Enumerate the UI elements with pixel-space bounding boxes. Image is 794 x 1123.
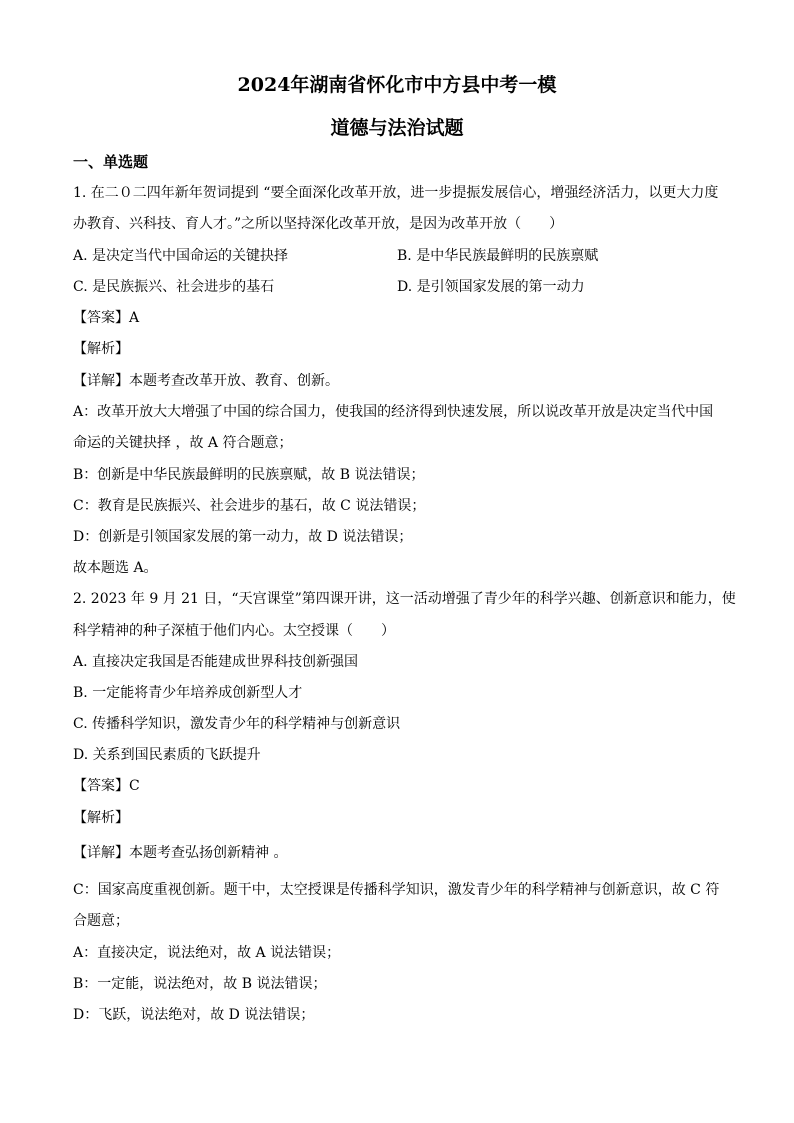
- q1-explain-d: D：创新是引领国家发展的第一动力，故 D 说法错误；: [73, 529, 413, 545]
- q1-option-a: A. 是决定当代中国命运的关键抉择: [73, 248, 289, 264]
- q1-explain-a-line2: 命运的关键抉择 ，故 A 符合题意；: [73, 435, 293, 451]
- page-title: 2024年湖南省怀化市中方县中考一模: [237, 74, 557, 96]
- page-subtitle: 道德与法治试题: [330, 117, 464, 139]
- q1-analysis-label: 【解析】: [73, 341, 129, 357]
- q2-explain-b: B：一定能，说法绝对，故 B 说法错误；: [73, 976, 327, 992]
- q2-option-b: B. 一定能将青少年培养成创新型人才: [73, 685, 303, 701]
- q2-answer: 【答案】C: [73, 778, 140, 794]
- q2-stem-line2: 科学精神的种子深植于他们内心。太空授课（ ）: [73, 623, 395, 639]
- q2-explain-c-line1: C：国家高度重视创新。题干中，太空授课是传播科学知识，激发青少年的科学精神与创新意识，故 C 符: [73, 882, 720, 898]
- q2-explain-a: A：直接决定，说法绝对，故 A 说法错误；: [73, 945, 341, 961]
- q1-option-c: C. 是民族振兴、社会进步的基石: [73, 279, 275, 295]
- q1-stem-line1: 1. 在二０二四年新年贺词提到 “要全面深化改革开放，进一步提振发展信心，增强经济活力，以更大力度: [73, 185, 719, 201]
- q2-option-a: A. 直接决定我国是否能建成世界科技创新强国: [73, 654, 359, 670]
- section-heading: 一、单选题: [73, 153, 149, 171]
- q2-explain-d: D：飞跃，说法绝对，故 D 说法错误；: [73, 1007, 315, 1023]
- q2-analysis-label: 【解析】: [73, 810, 129, 826]
- q2-option-d: D. 关系到国民素质的飞跃提升: [73, 747, 261, 763]
- q2-detail: 【详解】本题考查弘扬创新精神 。: [73, 845, 288, 861]
- q1-conclusion: 故本题选 A。: [73, 560, 158, 576]
- q2-explain-c-line2: 合题意；: [73, 913, 129, 929]
- q1-answer: 【答案】A: [73, 310, 140, 326]
- q1-explain-b: B：创新是中华民族最鲜明的民族禀赋，故 B 说法错误；: [73, 467, 425, 483]
- q1-detail: 【详解】本题考查改革开放、教育、创新。: [73, 373, 339, 389]
- q1-explain-c: C：教育是民族振兴、社会进步的基石，故 C 说法错误；: [73, 498, 426, 514]
- q1-option-d: D. 是引领国家发展的第一动力: [397, 279, 585, 295]
- q1-option-b: B. 是中华民族最鲜明的民族禀赋: [397, 248, 599, 264]
- q1-explain-a-line1: A：改革开放大大增强了中国的综合国力，使我国的经济得到快速发展，所以说改革开放是决定当代中国: [73, 404, 714, 420]
- q2-option-c: C. 传播科学知识，激发青少年的科学精神与创新意识: [73, 716, 401, 732]
- q2-stem-line1: 2. 2023 年 9 月 21 日，“天宫课堂”第四课开讲，这一活动增强了青少年的科学兴趣、创新意识和能力，使: [73, 591, 736, 607]
- q1-stem-line2: 办教育、兴科技、育人才。”之所以坚持深化改革开放，是因为改革开放（ ）: [73, 216, 564, 232]
